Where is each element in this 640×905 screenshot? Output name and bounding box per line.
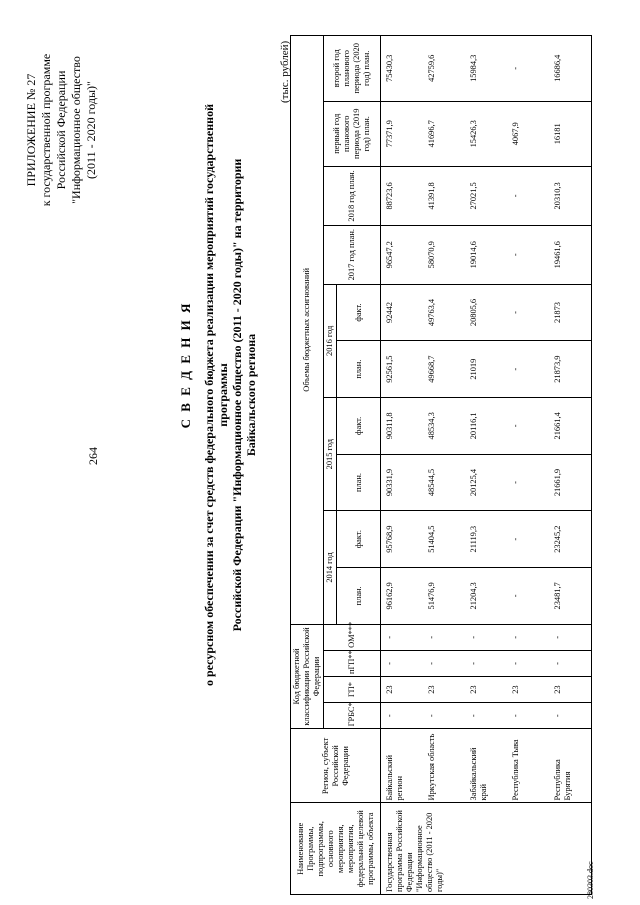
value-cell: 20805,6 [465,284,507,341]
header-plan: план. [337,454,381,511]
header-gp: ГП* [324,677,381,703]
value-cell: - [507,454,549,511]
title-line: Байкальского региона [244,333,258,457]
header-2015: 2015 год [324,398,337,511]
pgp-cell: - [423,650,465,676]
pgp-cell: - [507,650,549,676]
value-cell: 96162,9 [381,568,424,625]
appendix-line: ПРИЛОЖЕНИЕ № 27 [24,73,38,187]
value-cell: 75430,3 [381,36,424,102]
value-cell: 20310,3 [549,166,592,225]
value-cell: 77371,9 [381,101,424,166]
header-plan: план. [337,568,381,625]
grbs-cell: - [381,703,424,729]
value-cell: - [507,568,549,625]
appendix-line: к государственной программе [39,53,53,207]
value-cell: 42759,6 [423,36,465,102]
header-2017: 2017 год план. [324,225,381,284]
value-cell: - [507,284,549,341]
value-cell: 21661,4 [549,398,592,455]
program-name: Государственная программа Российской Федерации "Информационное общество (2011 - 2020 годы)" [381,803,592,895]
value-cell: 41391,8 [423,166,465,225]
pgp-cell: - [465,650,507,676]
header-2014: 2014 год [324,511,337,624]
value-cell: - [507,398,549,455]
title-line: Российской Федерации "Информационное общество (2011 - 2020 годы)" на территории [230,158,244,632]
gp-cell: 23 [465,677,507,703]
table-row [423,36,465,895]
value-cell: 96547,2 [381,225,424,284]
header-pgp: пГП** [324,650,381,676]
value-cell: 20116,1 [465,398,507,455]
value-cell: 48544,5 [423,454,465,511]
om-cell: - [549,624,592,650]
gp-cell: 23 [381,677,424,703]
value-cell: 51476,9 [423,568,465,625]
grbs-cell: - [465,703,507,729]
value-cell: 19014,6 [465,225,507,284]
value-cell: - [507,511,549,568]
title-line: о ресурсном обеспечении за счет средств федерального бюджета реализации мероприятий государственной программы [202,104,230,686]
value-cell: 21873,9 [549,341,592,398]
value-cell: 51404,5 [423,511,465,568]
units-label: (тыс. рублей) [279,40,291,103]
header-om: ОМ*** [324,624,381,650]
appendix-line: "Информационное общество [69,56,83,204]
value-cell: 4067,9 [507,101,549,166]
value-cell: 90331,9 [381,454,424,511]
value-cell: 23245,2 [549,511,592,568]
appendix-line: (2011 - 2020 годы)" [84,81,98,179]
value-cell: 16686,4 [549,36,592,102]
grbs-cell: - [549,703,592,729]
value-cell: 23481,7 [549,568,592,625]
gp-cell: 23 [423,677,465,703]
value-cell: - [507,225,549,284]
om-cell: - [381,624,424,650]
value-cell: - [507,36,549,102]
region-cell: Байкальский регион [381,729,424,803]
value-cell: 15984,3 [465,36,507,102]
table-row [381,36,424,895]
value-cell: 21119,3 [465,511,507,568]
value-cell: 92561,5 [381,341,424,398]
pgp-cell: - [381,650,424,676]
value-cell: 16181 [549,101,592,166]
header-2018: 2018 год план. [324,166,381,225]
value-cell: - [507,166,549,225]
value-cell: 27021,5 [465,166,507,225]
region-cell: Республика Тыва [507,729,549,803]
page-number: 264 [86,447,100,465]
region-cell: Забайкальский край [465,729,507,803]
appendix-block [24,5,99,255]
document-heading: С В Е Д Е Н И Я [178,301,193,429]
header-name: Наименование Программы, подпрограммы, основного мероприятия, мероприятия, федеральной целевой программы, объекта [291,803,381,895]
value-cell: 21019 [465,341,507,398]
resource-table [290,35,592,895]
value-cell: 49668,7 [423,341,465,398]
value-cell: 41696,7 [423,101,465,166]
region-cell: Иркутская область [423,729,465,803]
header-fact: факт. [337,284,381,341]
gp-cell: 23 [507,677,549,703]
value-cell: 21661,9 [549,454,592,511]
value-cell: 58070,9 [423,225,465,284]
om-cell: - [423,624,465,650]
value-cell: 92442 [381,284,424,341]
table-row [507,36,549,895]
table-row [465,36,507,895]
om-cell: - [465,624,507,650]
value-cell: 88723,6 [381,166,424,225]
grbs-cell: - [507,703,549,729]
header-2016: 2016 год [324,284,337,397]
header-plan: план. [337,341,381,398]
region-cell: Республика Бурятия [549,729,592,803]
appendix-line: Российской Федерации [54,70,68,190]
value-cell: 19461,6 [549,225,592,284]
header-volumes: Объемы бюджетных ассигнований [291,36,324,625]
header-grbs: ГРБС* [324,703,381,729]
value-cell: 49763,4 [423,284,465,341]
value-cell: 48534,3 [423,398,465,455]
value-cell: 21204,3 [465,568,507,625]
gp-cell: 23 [549,677,592,703]
value-cell: 20125,4 [465,454,507,511]
document-code: 280303.doc [586,861,595,899]
value-cell: 90311,8 [381,398,424,455]
value-cell: 15426,3 [465,101,507,166]
header-2020: второй год планового периода (2020 год) план. [324,36,381,102]
header-fact: факт. [337,511,381,568]
table-row [549,36,592,895]
value-cell: - [507,341,549,398]
header-code-group: Код бюджетной классификации Российской Федерации [291,624,324,729]
value-cell: 95768,9 [381,511,424,568]
pgp-cell: - [549,650,592,676]
header-2019: первый год планового периода (2019 год) план. [324,101,381,166]
header-fact: факт. [337,398,381,455]
value-cell: 21873 [549,284,592,341]
om-cell: - [507,624,549,650]
grbs-cell: - [423,703,465,729]
document-title [202,85,258,705]
header-region: Регион, субъект Российской Федерации [291,729,381,803]
